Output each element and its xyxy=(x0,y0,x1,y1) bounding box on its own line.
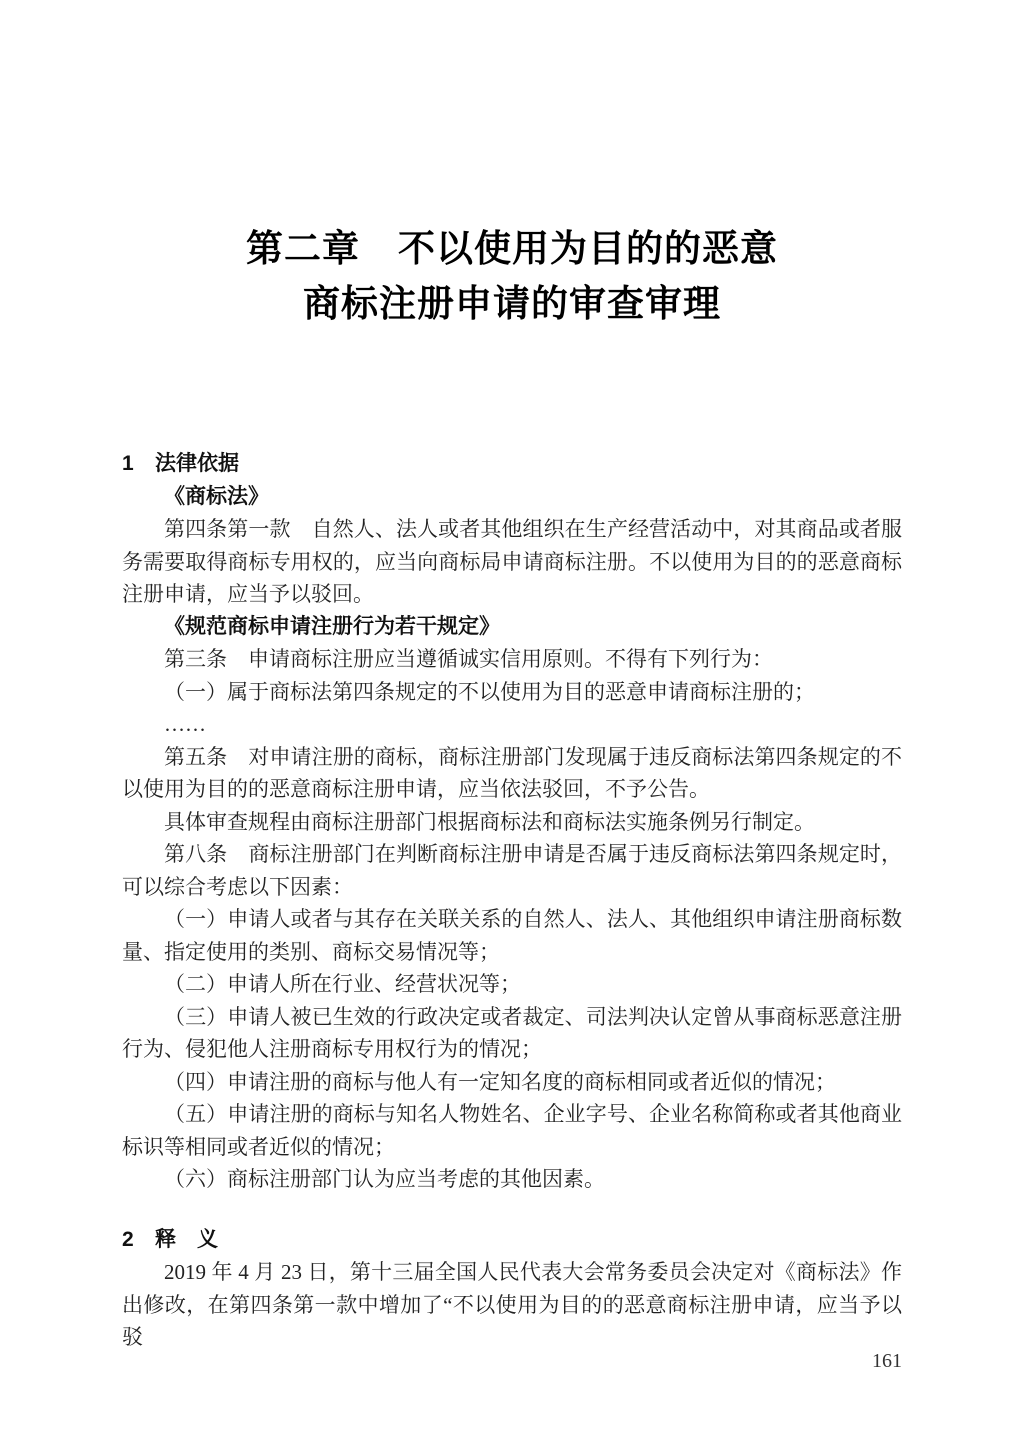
list-item: （三）申请人被已生效的行政决定或者裁定、司法判决认定曾从事商标恶意注册行为、侵犯他人注册商标专用权行为的情况； xyxy=(122,1004,902,1061)
section2-number: 2 xyxy=(122,1227,134,1251)
list-item: （四）申请注册的商标与他人有一定知名度的商标相同或者近似的情况； xyxy=(164,1069,836,1094)
body-paragraph: 第四条第一款 自然人、法人或者其他组织在生产经营活动中，对其商品或者服务需要取得商标专用权的，应当向商标局申请商标注册。不以使用为目的的恶意商标注册申请，应当予以驳回。 xyxy=(122,517,902,606)
section1-number: 1 xyxy=(122,452,134,475)
list-item: （一）申请人或者与其存在关联关系的自然人、法人、其他组织申请注册商标数量、指定使用的类别、商标交易情况等； xyxy=(122,907,902,964)
body-paragraph: 2019 年 4 月 23 日，第十三届全国人民代表大会常务委员会决定对《商标法》作出修改，在第四条第一款中增加了“不以使用为目的的恶意商标注册申请，应当予以驳 xyxy=(122,1260,902,1349)
chapter-title-line2: 商标注册申请的审查审理 xyxy=(303,284,721,325)
list-item: （二）申请人所在行业、经营状况等； xyxy=(164,972,521,996)
body-paragraph: 第五条 对申请注册的商标，商标注册部门发现属于违反商标法第四条规定的不以使用为目的的恶意商标注册申请，应当依法驳回，不予公告。 xyxy=(122,744,902,801)
page-body xyxy=(122,448,902,1354)
list-item: （六）商标注册部门认为应当考虑的其他因素。 xyxy=(164,1167,605,1191)
section2-heading xyxy=(122,1224,902,1257)
list-item: （一）属于商标法第四条规定的不以使用为目的恶意申请商标注册的； xyxy=(164,679,815,704)
chapter-title-line1: 第二章 不以使用为目的的恶意 xyxy=(246,229,778,270)
section2 xyxy=(122,1224,902,1354)
ellipsis-line: …… xyxy=(164,712,206,736)
chapter-title xyxy=(0,222,1024,332)
section1-heading xyxy=(122,448,902,481)
list-item: （五）申请注册的商标与知名人物姓名、企业字号、企业名称简称或者其他商业标识等相同或者近似的情况； xyxy=(122,1102,902,1159)
body-paragraph: 具体审查规程由商标注册部门根据商标法和商标法实施条例另行制定。 xyxy=(164,809,815,834)
law-name-subhead: 《商标法》 xyxy=(164,484,269,508)
section1-heading-label: 法律依据 xyxy=(155,452,239,475)
body-paragraph: 第八条 商标注册部门在判断商标注册申请是否属于违反商标法第四条规定时，可以综合考虑以下因素： xyxy=(122,842,902,899)
law-name-subhead: 《规范商标申请注册行为若干规定》 xyxy=(164,614,500,638)
page-number: 161 xyxy=(872,1350,902,1372)
body-paragraph: 第三条 申请商标注册应当遵循诚实信用原则。不得有下列行为： xyxy=(164,647,773,671)
section2-heading-label: 释 义 xyxy=(155,1227,218,1251)
